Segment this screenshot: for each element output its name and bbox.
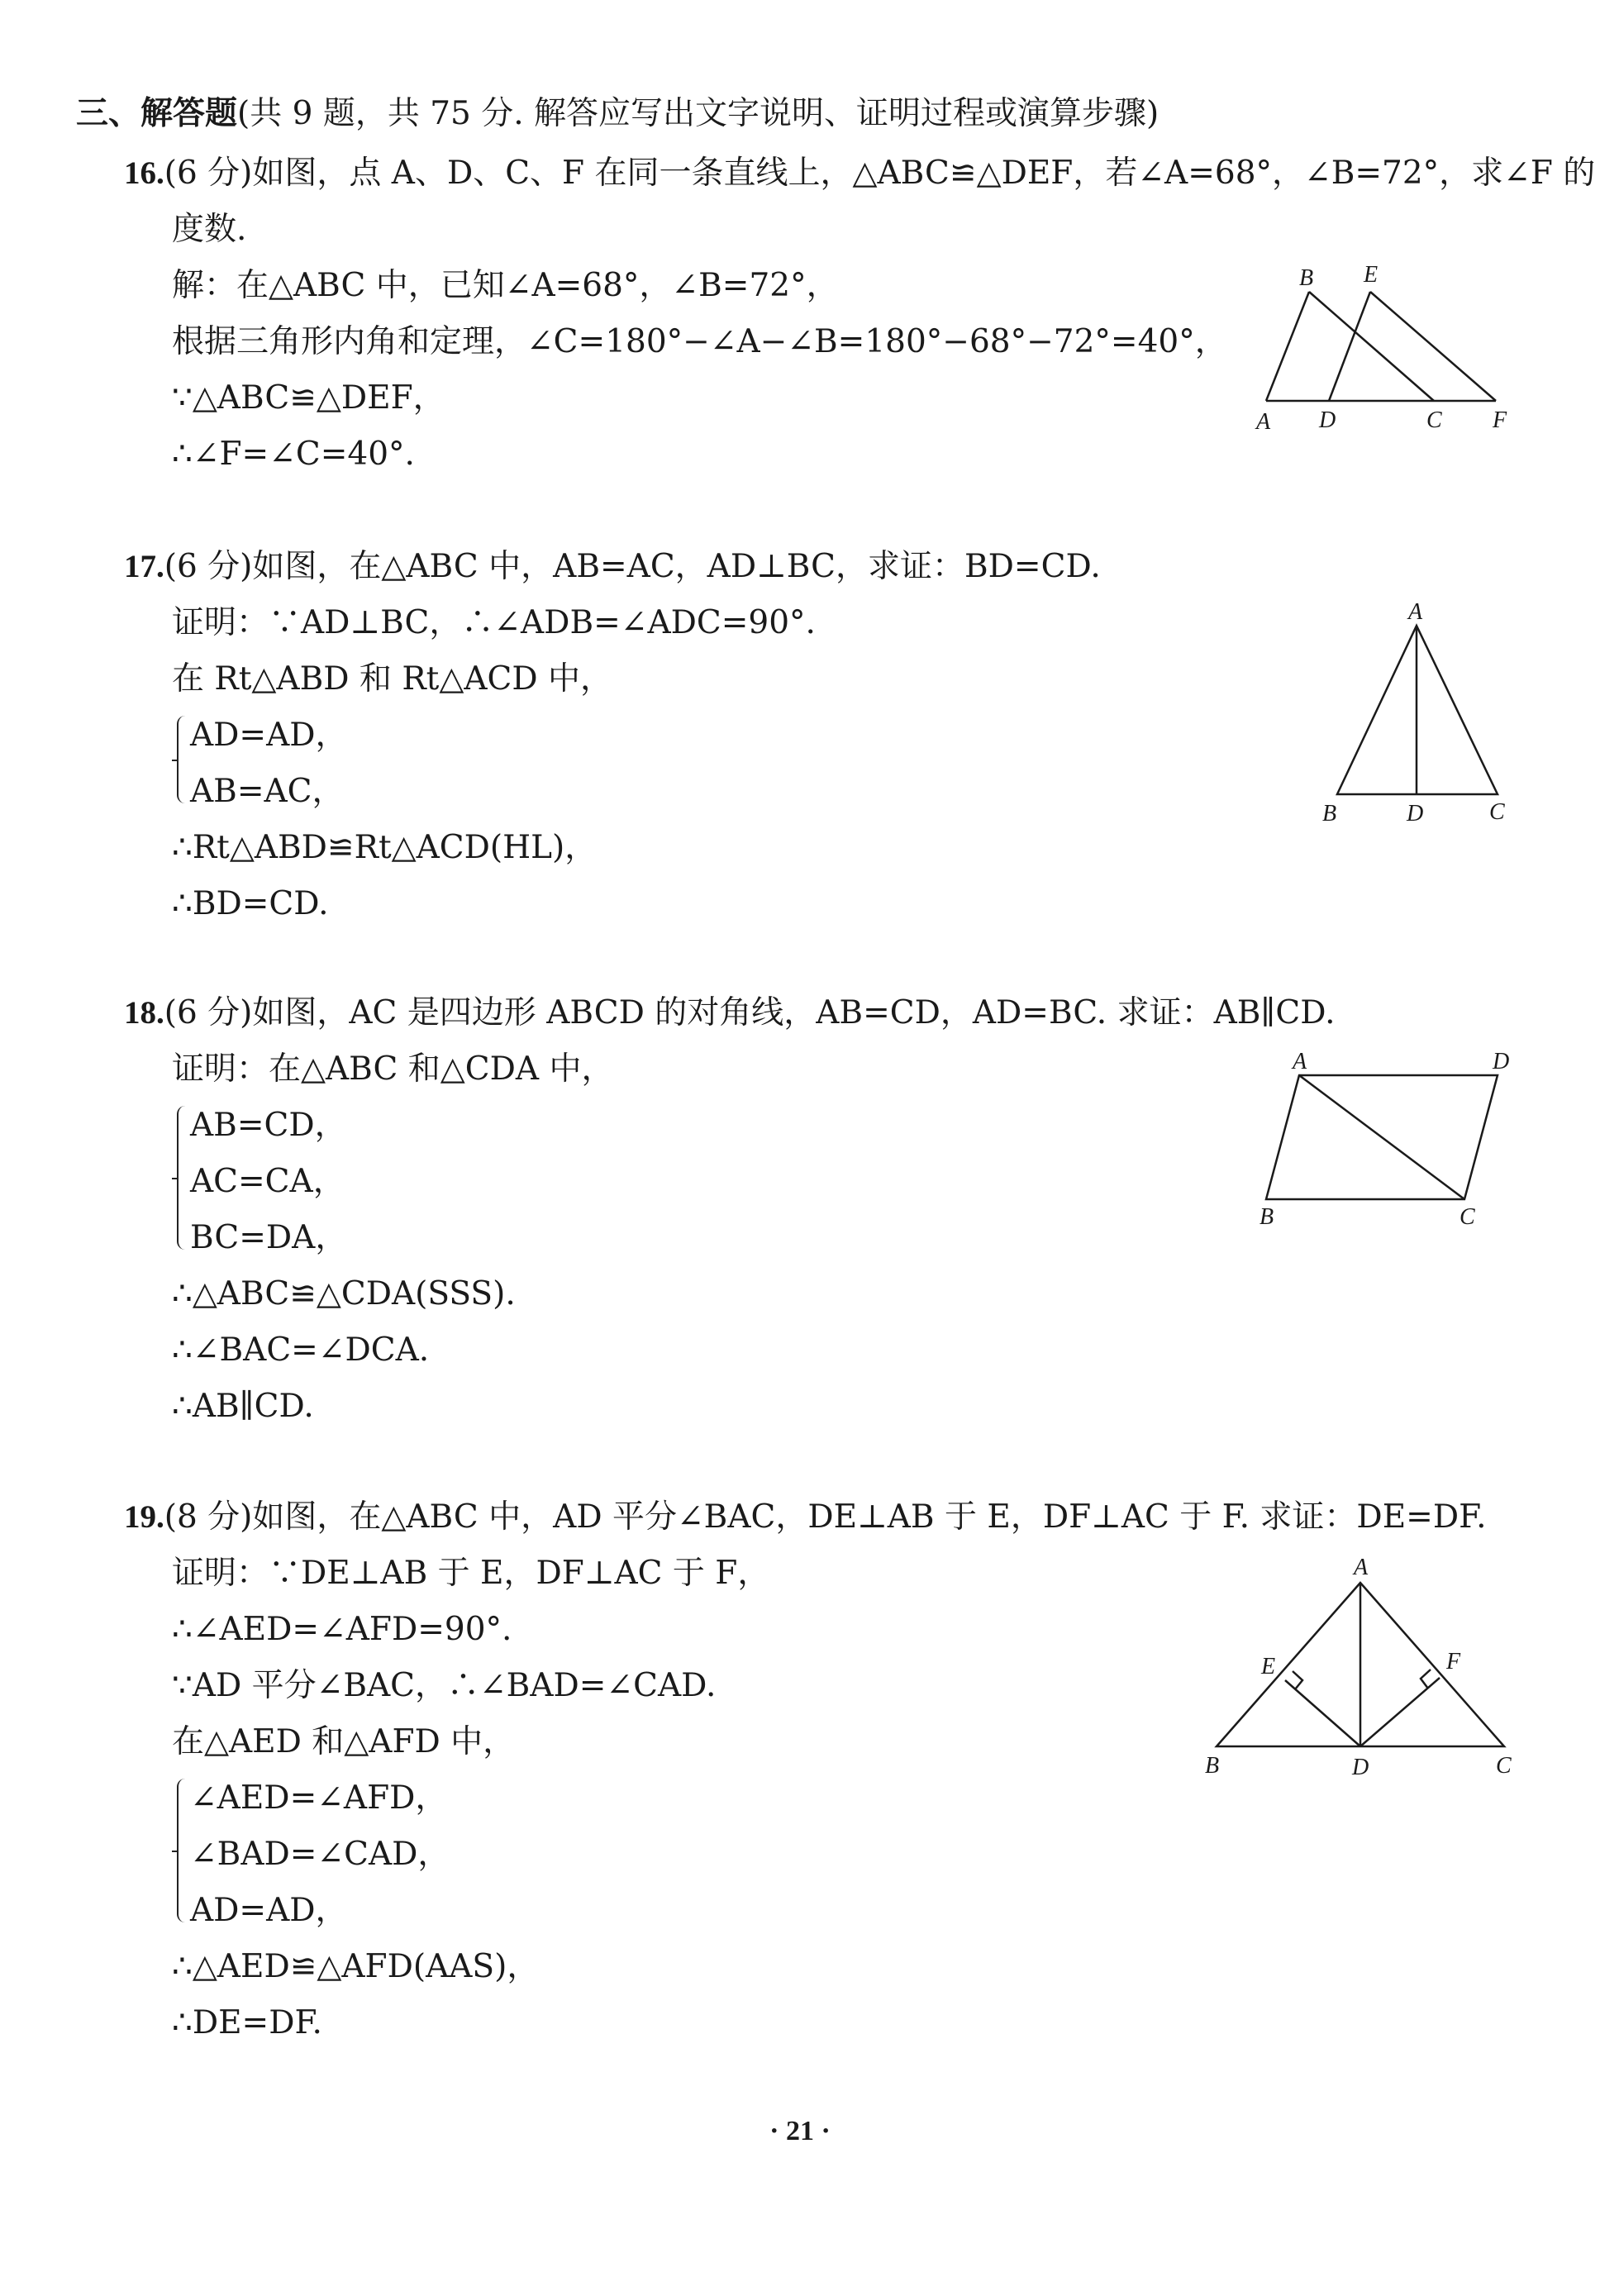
problem-19-solution-line-9: ∴DE=DF. — [172, 2004, 322, 2041]
problem-19-solution-line-7: AD=AD， — [190, 1892, 348, 1929]
section-note: (共 9 题，共 75 分. 解答应写出文字说明、证明过程或演算步骤) — [237, 95, 1160, 132]
label-B: B — [1260, 1204, 1274, 1230]
problem-number: 18. — [124, 995, 164, 1031]
label-A: A — [1408, 599, 1423, 625]
label-A: A — [1293, 1049, 1307, 1074]
problem-18-solution-line-2: AB=CD， — [190, 1107, 347, 1144]
label-C: C — [1496, 1753, 1512, 1779]
problem-16-solution-line-4: ∴∠F=∠C=40°. — [172, 436, 415, 473]
label-C: C — [1489, 799, 1505, 825]
problem-18-solution-line-6: ∴∠BAC=∠DCA. — [172, 1331, 430, 1369]
label-B: B — [1205, 1753, 1220, 1779]
label-B: B — [1322, 801, 1337, 826]
label-D: D — [1493, 1049, 1510, 1074]
problem-18-solution-line-4: BC=DA， — [190, 1219, 348, 1256]
problem-18-solution-line-5: ∴△ABC≌△CDA(SSS). — [172, 1275, 516, 1312]
problem-16-solution-line-3: ∵△ABC≌△DEF， — [172, 379, 445, 417]
problem-18-figure — [1248, 1046, 1529, 1231]
system-brace — [177, 1779, 187, 1922]
problem-18-statement — [124, 994, 1336, 1031]
label-A: A — [1354, 1555, 1369, 1580]
problem-number: 19. — [124, 1499, 164, 1535]
problem-16-statement-line-1 — [124, 155, 1596, 192]
label-C: C — [1426, 407, 1442, 433]
problem-19-solution-line-8: ∴△AED≌△AFD(AAS)， — [172, 1948, 540, 1985]
problem-17-solution-line-5: ∴Rt△ABD≌Rt△ACD(HL)， — [172, 829, 598, 866]
label-B: B — [1299, 265, 1314, 291]
statement-text: (6 分)如图，AC 是四边形 ABCD 的对角线，AB=CD，AD=BC. 求证：AB∥CD. — [164, 994, 1336, 1031]
problem-17-solution-line-4: AB=AC， — [190, 773, 345, 810]
problem-19-solution-line-4: 在△AED 和△AFD 中， — [172, 1723, 516, 1760]
problem-17-solution-line-1: 证明：∵AD⊥BC，∴∠ADB=∠ADC=90°. — [172, 604, 816, 641]
label-E: E — [1364, 262, 1379, 288]
statement-text: (6 分)如图，在△ABC 中，AB=AC，AD⊥BC，求证：BD=CD. — [164, 548, 1101, 585]
problem-19-solution-line-6: ∠BAD=∠CAD， — [190, 1836, 450, 1873]
problem-17-figure — [1314, 599, 1512, 831]
problem-19-solution-line-2: ∴∠AED=∠AFD=90°. — [172, 1611, 512, 1648]
problem-number: 17. — [124, 549, 164, 584]
problem-17-solution-line-3: AD=AD， — [190, 717, 348, 754]
problem-18-solution-line-7: ∴AB∥CD. — [172, 1388, 314, 1425]
problem-17-solution-line-6: ∴BD=CD. — [172, 885, 329, 922]
problem-17-solution-line-2: 在 Rt△ABD 和 Rt△ACD 中， — [172, 660, 613, 698]
label-D: D — [1352, 1755, 1369, 1780]
diagonal-AC — [1299, 1075, 1464, 1199]
right-angle-mark-E — [1293, 1671, 1302, 1689]
label-D: D — [1319, 407, 1336, 433]
problem-19-solution-line-1: 证明：∵DE⊥AB 于 E，DF⊥AC 于 F， — [172, 1555, 770, 1592]
problem-16-figure — [1248, 260, 1529, 438]
segment-DE — [1285, 1680, 1360, 1746]
problem-18-solution-line-1: 证明：在△ABC 和△CDA 中， — [172, 1050, 614, 1088]
page-number: · 21 · — [769, 2116, 831, 2146]
segment-BC — [1309, 292, 1434, 401]
system-brace — [177, 1106, 187, 1250]
label-F: F — [1446, 1649, 1461, 1674]
label-D: D — [1407, 801, 1424, 826]
problem-18-solution-line-3: AC=CA， — [190, 1163, 345, 1200]
problem-17-statement — [124, 550, 1101, 583]
statement-text: (6 分)如图，点 A、D、C、F 在同一条直线上，△ABC≌△DEF，若∠A=68°，∠B=72°，求∠F 的 — [164, 155, 1596, 192]
problem-19-solution-line-5: ∠AED=∠AFD， — [190, 1779, 448, 1817]
problem-16-statement-line-2: 度数. — [172, 211, 247, 248]
problem-16-solution-line-1: 解：在△ABC 中，已知∠A=68°，∠B=72°， — [172, 267, 839, 304]
segment-DE — [1329, 292, 1370, 401]
label-C: C — [1460, 1204, 1475, 1230]
system-brace — [177, 716, 187, 803]
problem-19-figure — [1198, 1550, 1512, 1789]
segment-AB — [1266, 292, 1309, 401]
label-E: E — [1261, 1654, 1276, 1679]
label-F: F — [1493, 407, 1507, 433]
problem-19-statement — [124, 1498, 1487, 1536]
section-title: 三、解答题 — [76, 94, 238, 132]
problem-19-solution-line-3: ∵AD 平分∠BAC，∴∠BAD=∠CAD. — [172, 1667, 717, 1704]
segment-EF — [1370, 292, 1496, 401]
problem-16-solution-line-2: 根据三角形内角和定理，∠C=180°−∠A−∠B=180°−68°−72°=40°， — [172, 323, 1227, 360]
label-A: A — [1256, 409, 1271, 435]
statement-text: (8 分)如图，在△ABC 中，AD 平分∠BAC，DE⊥AB 于 E，DF⊥AC 于 F. 求证：DE=DF. — [164, 1498, 1487, 1536]
section-header — [76, 94, 1160, 132]
problem-number: 16. — [124, 155, 164, 191]
